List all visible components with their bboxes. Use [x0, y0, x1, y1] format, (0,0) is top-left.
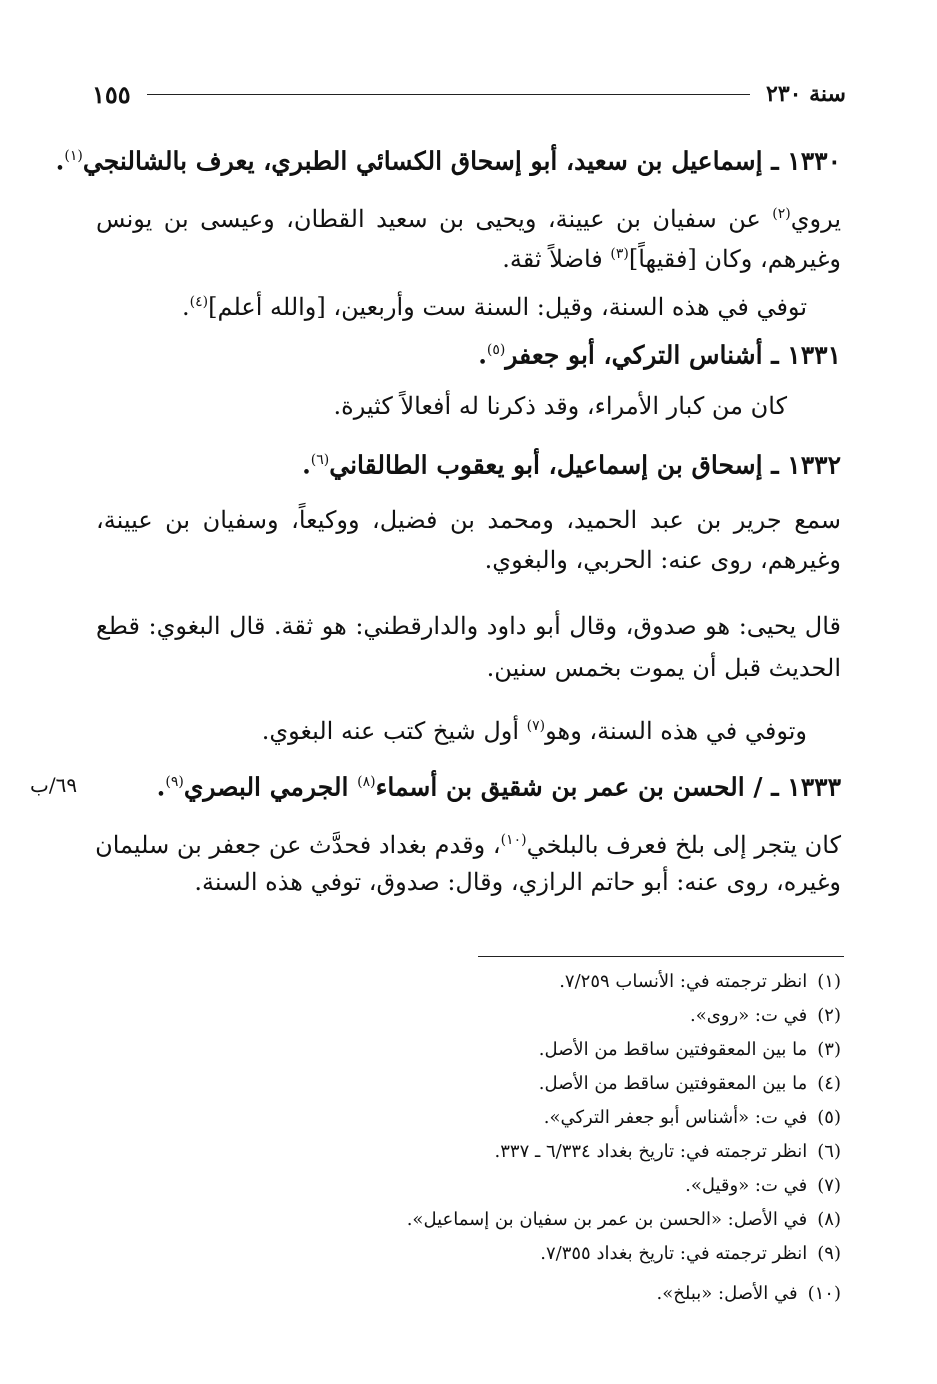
entry-text-line [182, 282, 807, 327]
footnote-ref: (١) [64, 148, 83, 164]
footnote-number: (٨) [817, 1209, 841, 1230]
text-segment: وغيرهم، وكان [فقيهاً] [628, 245, 841, 273]
heading-text: ١٣٣١ ـ أشناس التركي، أبو جعفر [505, 340, 841, 370]
entry-heading-1331 [478, 330, 841, 375]
footnote-ref: (٦) [310, 452, 330, 468]
entry-text-line [262, 706, 807, 751]
footnote [657, 1280, 841, 1308]
entry-text-line [487, 648, 841, 688]
footnote-ref: (١٠) [500, 832, 527, 848]
footnote-text: ما بين المعقوفتين ساقط من الأصل. [538, 1039, 808, 1060]
footnote [539, 1036, 841, 1064]
entry-text-line [96, 194, 841, 239]
entry-text-line [502, 234, 841, 279]
footnote [495, 1138, 841, 1166]
header-rule [147, 94, 750, 95]
footnote-number: (١) [817, 971, 841, 992]
text-segment: وتوفي في هذه السنة، وهو [545, 717, 807, 745]
footnote-number: (١٠) [807, 1283, 841, 1304]
heading-text: ١٣٣٠ ـ إسماعيل بن سعيد، أبو إسحاق الكسائي الطبري، يعرف بالشالنجي [82, 146, 841, 176]
heading-tail: . [156, 772, 166, 802]
footnote [407, 1206, 841, 1234]
text-segment: . [182, 293, 190, 321]
entry-text-line [96, 606, 841, 646]
footnote-number: (٣) [817, 1039, 841, 1060]
running-title: سنة ٢٣٠ [766, 81, 846, 107]
footnote-text: انظر ترجمته في: تاريخ بغداد ٦/٣٣٤ ـ ٣٣٧. [494, 1141, 808, 1162]
footnote-separator [478, 956, 844, 957]
footnote-text: في الأصل: «ببلخ». [656, 1283, 798, 1304]
page-header [92, 74, 846, 114]
heading-text: ١٣٣٣ ـ / الحسن بن عمر بن شقيق بن أسماء [375, 772, 841, 802]
heading-tail: . [302, 450, 311, 480]
footnote-ref: (٧) [526, 718, 546, 734]
footnote-number: (٩) [817, 1243, 841, 1264]
footnote-number: (٤) [817, 1073, 841, 1094]
footnote [544, 1104, 841, 1132]
text-segment: يروي [790, 205, 841, 233]
entry-text-line [333, 386, 787, 426]
footnote-text: في ت: «أشناس أبو جعفر التركي». [543, 1107, 808, 1128]
footnote-ref: (٤) [189, 294, 209, 310]
text-segment: وغيره، روى عنه: أبو حاتم الرازي، وقال: صدوق، توفي هذه السنة. [194, 868, 841, 896]
footnote [690, 1002, 841, 1030]
footnote-ref: (٣) [610, 246, 629, 262]
text-segment: فاضلاً ثقة. [502, 245, 611, 273]
footnote [539, 1070, 841, 1098]
footnote-text: في الأصل: «الحسن بن عمر بن سفيان بن إسماعيل». [406, 1209, 808, 1230]
heading-tail: . [55, 146, 65, 176]
text-segment: ، وقدم بغداد فحدَّث عن جعفر بن سليمان [95, 831, 501, 859]
entry-heading-1332 [302, 440, 841, 485]
text-segment: الحديث قبل أن يموت بخمس سنين. [486, 654, 841, 682]
page-number: ١٥٥ [92, 79, 131, 109]
heading-tail: الجرمي البصري [183, 772, 358, 802]
footnote-ref: (٢) [772, 206, 791, 222]
footnote-text: في ت: «روى». [689, 1005, 808, 1026]
footnote-text: انظر ترجمته في: تاريخ بغداد ٧/٣٥٥. [540, 1243, 808, 1264]
footnote-ref: (٥) [486, 342, 506, 358]
footnote-number: (٧) [817, 1175, 841, 1196]
footnote [685, 1172, 841, 1200]
margin-folio-note: ٦٩/ب [30, 773, 78, 797]
heading-tail: . [478, 340, 487, 370]
text-segment: أول شيخ كتب عنه البغوي. [261, 717, 527, 745]
entry-heading-1330 [56, 136, 841, 181]
entry-text-line [96, 500, 841, 540]
footnote-number: (٦) [817, 1141, 841, 1162]
footnote [559, 968, 841, 996]
entry-text-line [96, 820, 841, 865]
footnote-ref: (٨) [357, 774, 376, 790]
footnote-text: انظر ترجمته في: الأنساب ٧/٢٥٩. [559, 971, 808, 992]
text-segment: سمع جرير بن عبد الحميد، ومحمد بن فضيل، ووكيعاً، وسفيان بن عيينة، [96, 506, 841, 534]
text-segment: توفي في هذه السنة، وقيل: السنة ست وأربعين، [والله أعلم] [208, 293, 807, 321]
footnote-text: في ت: «وقيل». [685, 1175, 808, 1196]
entry-text-line [485, 540, 841, 580]
footnote-ref: (٩) [165, 774, 184, 790]
footnote-number: (٢) [817, 1005, 841, 1026]
footnote-text: ما بين المعقوفتين ساقط من الأصل. [538, 1073, 808, 1094]
entry-heading-1333 [157, 762, 841, 807]
footnote [540, 1240, 841, 1268]
text-segment: قال يحيى: هو صدوق، وقال أبو داود والدارقطني: هو ثقة. قال البغوي: قطع [96, 612, 841, 640]
text-segment: وغيرهم، روى عنه: الحربي، والبغوي. [484, 546, 841, 574]
text-segment: كان يتجر إلى بلخ فعرف بالبلخي [526, 831, 841, 859]
entry-text-line [194, 862, 841, 902]
text-segment: كان من كبار الأمراء، وقد ذكرنا له أفعالاً كثيرة. [333, 392, 787, 420]
text-segment: عن سفيان بن عيينة، ويحيى بن سعيد القطان، وعيسى بن يونس [96, 205, 773, 233]
footnote-number: (٥) [817, 1107, 841, 1128]
heading-text: ١٣٣٢ ـ إسحاق بن إسماعيل، أبو يعقوب الطالقاني [329, 450, 841, 480]
